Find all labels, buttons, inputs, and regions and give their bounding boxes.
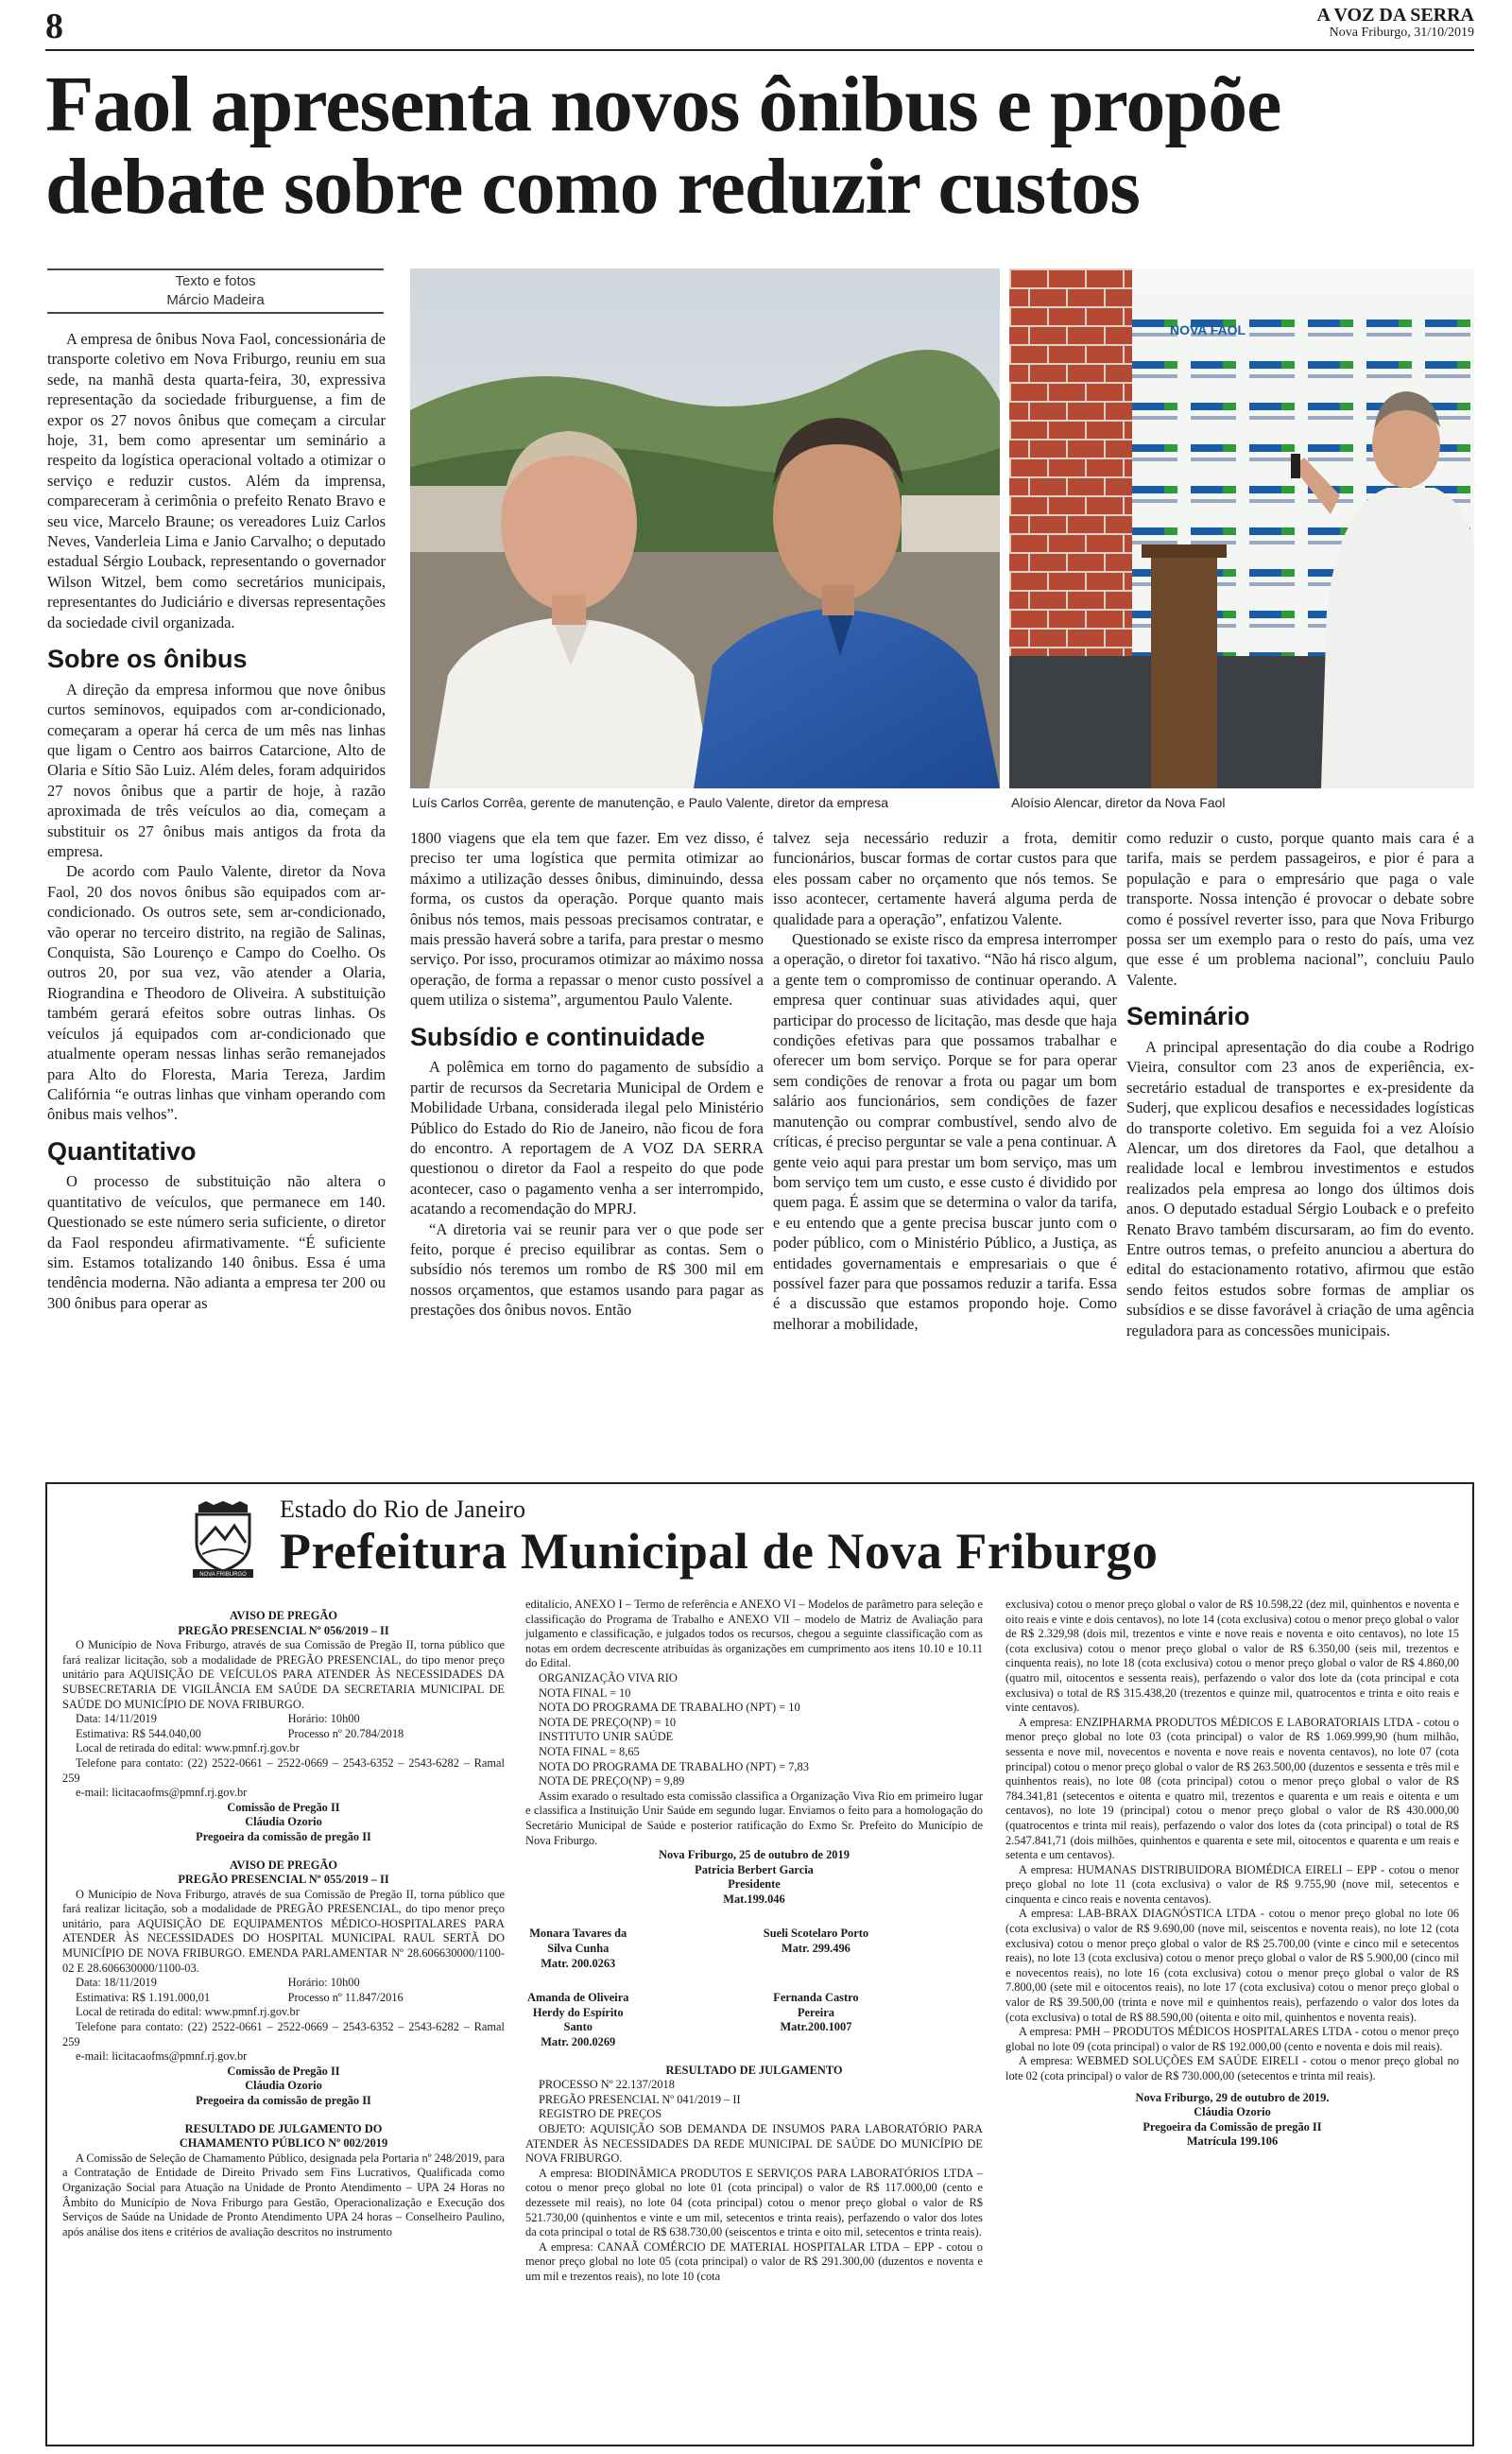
notice-local: Local de retirada do edital: www.pmnf.rj.gov.br (76, 1741, 300, 1755)
notice-title: AVISO DE PREGÃO (229, 1609, 338, 1622)
notice-body: O Município de Nova Friburgo, através de sua Comissão de Pregão II, torna público que fará realizar licitação, sob a modalidade de PREGÃO PRESENCIAL, do tipo menor preço unitário para AQUISIÇÃO DE VEÍCULOS PARA ATENDER ÀS NECESSIDADES DA SUBSECRETARIA DE VIGILÂNCIA EM SAÚDE DA SECRETARIA MUNICIPAL DE SAÚDE DO MUNICÍPIO DE NOVA FRIBURGO. (62, 1638, 505, 1711)
signature-row (525, 1991, 983, 2049)
article-paragraph: Questionado se existe risco da empresa interromper a operação, o diretor foi taxativo. “Não há risco algum, a gente tem o compromisso de continuar operando. A empresa quer continuar suas atividades aqui, quer participar do processo de licitação, mas desde que haja condições efetivas para que possamos trabalhar e oferecer um bom serviço. Porque se for para operar sem condições de renovar a frota ou pagar um bom salário aos funcionários, sem condições de fazer manutenção ou comprar combustível, sendo alvo de críticas, é preciso perguntar se vale a pena continuar. A gente veio aqui para prestar um bom serviço, mas um bom serviço tem um custo, e esse custo é dividido por quem paga. É assim que se determina o valor da tarifa, e eu entendo que a gente precisa buscar junto com o poder público, com o Ministério Público, a Justiça, as entidades governamentais e empresariais o que é possível fazer para que possamos reduzir a tarifa. Essa é a discussão que estamos propondo hoje. Como melhorar a mobilidade, (773, 930, 1117, 1333)
legal-column-1 (62, 1609, 505, 2239)
article-paragraph: A principal apresentação do dia coube a Rodrigo Vieira, consultor com 23 anos de experiência, ex-secretário estadual de transportes e ex-presidente da Suderj, que explicou desafios e necessidades logísticas do transporte coletivo. Em seguida foi a vez Aloísio Alencar, um dos diretores da Faol, que detalhou a realidade local e lembrou investimentos e estudos realizados pela empresa ao longo dos últimos dois anos. O deputado estadual Sérgio Louback e o prefeito Renato Bravo também discursaram, ao fim do evento. Entre outros temas, o prefeito anunciou a abertura do edital do estacionamento rotativo, afirmou que estão sendo feitos estudos sobre formas de ampliar os subsídios e se disse favorável à criação de uma agência reguladora para as concessões municipais. (1126, 1037, 1474, 1339)
photo-caption: Luís Carlos Corrêa, gerente de manutenção, e Paulo Valente, diretor da empresa (412, 795, 889, 810)
legal-column-2 (525, 1598, 983, 2285)
notice-local: Local de retirada do edital: www.pmnf.rj.gov.br (76, 2005, 300, 2019)
signature-line: Cláudia Ozorio (245, 2079, 322, 2093)
newspaper-name: A VOZ DA SERRA (1316, 5, 1474, 26)
notice-estimate: Estimativa: R$ 1.191.000,01 (76, 1990, 211, 2004)
photo-speaker-image (1009, 268, 1474, 788)
notice-body: Assim exarado o resultado esta comissão classifica a Organização Viva Rio em primeiro lugar e classifica a Instituição Unir Saúde em segundo lugar. Enviamos o feito para a homologação do Secretário Municipal de Saúde e posterior ratificação do Exmo Sr. Prefeito do Município de Nova Friburgo. (525, 1789, 983, 1847)
notice-body: editalício, ANEXO I – Termo de referência e ANEXO VI – Modelos de parâmetro para seleção e classificação do Programa de Trabalho e ANEXO VII – modelo de Matriz de Avaliação para julgamento e classificação, e julgados todos os recursos, chegou a seguinte classificação com as notas em ordem decrescente atribuídas às organizações em cumprimento aos itens 10.10 e 10.11 do Edital. (525, 1598, 983, 1670)
notice-date-row (62, 1712, 505, 1727)
signature-line: Pregoeira da comissão de pregão II (196, 2094, 371, 2107)
signature-name: Fernanda Castro Pereira (773, 1991, 859, 2019)
ranking-line: NOTA DO PROGRAMA DE TRABALHO (NPT) = 10 (539, 1701, 800, 1715)
edition-date: Nova Friburgo, 31/10/2019 (1329, 26, 1474, 40)
notice-estimate: Estimativa: R$ 544.040,00 (76, 1726, 201, 1740)
ranking-line: NOTA DE PREÇO(NP) = 10 (539, 1715, 677, 1729)
article-column-1 (47, 329, 386, 1313)
header-rule (45, 49, 1474, 51)
article-paragraph: talvez seja necessário reduzir a frota, demitir funcionários, buscar formas de cortar custos para que eles possam caber no orçamento que nós temos. Se isso acontecer, certamente haverá alguma perda de qualidade para a operação”, enfatizou Valente. (773, 829, 1117, 928)
signature-id: Matr. 299.496 (782, 1942, 850, 1956)
notice-subtitle: PREGÃO PRESENCIAL Nº 056/2019 – II (178, 1623, 389, 1637)
notice-title: RESULTADO DE JULGAMENTO DO (184, 2121, 383, 2135)
company-result: exclusiva) cotou o menor preço global o valor de R$ 10.598,22 (dez mil, quinhentos e noventa e oito reais e vinte e dois centavos), no lote 14 (cota exclusiva) cotou o menor preço global o valor de R$ 2.329,98 (dois mil, trezentos e vinte e nove reais e noventa e oito centavos), no lote 15 (cota exclusiva) cotou o menor preço global o valor de R$ 6.350,00 (seis mil, trezentos e cinquenta reais), no lote 18 (cota exclusiva) cotou o menor preço global o valor de R$ 4.860,00 (quatro mil, oitocentos e sessenta reais), perfazendo o valor dos lote da (cota principal e cota exclusiva) o total de R$ 315.438,20 (trezentos e quinze mil, quatrocentos e trinta e oito reais e vinte centavos). (1005, 1598, 1459, 1715)
section-heading: Quantitativo (47, 1136, 197, 1166)
notice-date: Data: 14/11/2019 (76, 1712, 157, 1726)
company-result: A empresa: WEBMED SOLUÇÕES EM SAÚDE EIRELI - cotou o menor preço global no lote 02 (cota principal) o valor de R$ 730.000,00 (setecentos e trinta mil reais). (1005, 2054, 1459, 2082)
notice-email: e-mail: licitacaofms@pmnf.rj.gov.br (76, 2049, 248, 2064)
notice-line: PROCESSO Nº 22.137/2018 (539, 2078, 675, 2092)
article-paragraph: A empresa de ônibus Nova Faol, concessionária de transporte coletivo em Nova Friburgo, reuniu em sua sede, na manhã desta quarta-feira, 30, expressiva representação da sociedade friburguense, a fim de expor os 27 novos ônibus que começam a circular hoje, 31, bem como apresentar um seminário a respeito da logística operacional voltado a otimizar o serviço e reduzir custos. Além da imprensa, compareceram à cerimônia o prefeito Renato Bravo e seu vice, Marcelo Braune; os vereadores Luiz Carlos Neves, Vanderleia Lima e Janio Carvalho; o deputado estadual Sérgio Louback, representando o governador Wilson Witzel, bem como secretários municipais, representantes do Judiciário e diversas representações da sociedade civil organizada. (47, 330, 386, 631)
crest-graphic (189, 1499, 257, 1579)
article-column-2 (410, 828, 764, 1321)
notice-date-row (62, 1976, 505, 1991)
article-paragraph: 1800 viagens que ela tem que fazer. Em vez disso, é preciso ter uma logística que permita otimizar ao máximo a utilização desses ônibus, diminuindo, dessa forma, os custos da operação. Porque quanto mais ônibus nós temos, mais pessoas precisamos contratar, e mais pressão haverá sobre a tarifa, para prestar o mesmo serviço. Por isso, procuramos otimizar ao máximo nossa operação, de forma a repassar o menor custo possível a quem utiliza o sistema”, argumentou Paulo Valente. (410, 829, 764, 1010)
ranking-line: NOTA DO PROGRAMA DE TRABALHO (NPT) = 7,83 (539, 1759, 809, 1773)
city-crest-icon (189, 1499, 257, 1579)
notice-email: e-mail: licitacaofms@pmnf.rj.gov.br (76, 1786, 248, 1800)
article-paragraph: como reduzir o custo, porque quanto mais cara é a tarifa, mais se perdem passageiros, e pior é para a população e para o empresário que paga o vale transporte. Nossa intenção é provocar o debate sobre como é possível reverter isso, para que Nova Friburgo possa ser um exemplo para o resto do país, uma vez que esse é um problema nacional”, concluiu Paulo Valente. (1126, 829, 1474, 989)
masthead (1317, 6, 1475, 40)
byline-label: Texto e fotos (175, 273, 256, 289)
notice-date: Nova Friburgo, 29 de outubro de 2019. (1135, 2090, 1330, 2104)
section-heading: Subsídio e continuidade (410, 1022, 706, 1051)
signature-name: Monara Tavares da Silva Cunha (529, 1927, 627, 1956)
photo-two-men (410, 268, 1000, 788)
notice-date: Data: 18/11/2019 (76, 1976, 157, 1990)
notice-time: Horário: 10h00 (287, 1712, 360, 1726)
article-paragraph: O processo de substituição não altera o quantitativo de veículos, que permanece em 140. Questionado se este número seria suficiente, o diretor da Faol respondeu afirmativamente. “É suficiente sim. Estamos totalizando 140 ônibus. Essa é uma tendência moderna. Não adianta a empresa ter 200 ou 300 ônibus para operar as (47, 1172, 386, 1312)
notice-title: AVISO DE PREGÃO (229, 1858, 338, 1872)
notice-date: Nova Friburgo, 25 de outubro de 2019 (659, 1848, 850, 1862)
notice-process: Processo nº 11.847/2016 (287, 1990, 404, 2004)
signature-block (764, 1927, 983, 1971)
signature-line: Pregoeira da comissão de pregão II (196, 1829, 371, 1843)
photo-two-men-image (410, 268, 1000, 788)
signature-line: Cláudia Ozorio (245, 1815, 322, 1829)
signature-id: Matr.200.1007 (780, 2020, 852, 2034)
crest-ribbon-text: NOVA FRIBURGO (199, 1572, 247, 1578)
ranking-line: NOTA DE PREÇO(NP) = 9,89 (539, 1774, 685, 1789)
signature-name: Patricia Berbert Garcia (695, 1862, 814, 1876)
section-heading: Seminário (1126, 1002, 1250, 1031)
photo-caption: Aloísio Alencar, diretor da Nova Faol (1011, 795, 1226, 810)
ranking-line: INSTITUTO UNIR SAÚDE (539, 1730, 674, 1744)
signature-role: Presidente (728, 1877, 781, 1892)
signature-id: Matrícula 199.106 (1186, 2134, 1279, 2149)
article-column-4 (1126, 828, 1474, 1340)
notice-title: RESULTADO DE JULGAMENTO (665, 2063, 843, 2077)
article-paragraph: “A diretoria vai se reunir para ver o que pode ser feito, porque é preciso equilibrar as contas. Sem o subsídio nós teremos um rombo de R$ 300 mil em nossos orçamentos, que estamos usando para pagar as prestações dos ônibus novos. Então (410, 1219, 764, 1320)
notice-object: OBJETO: AQUISIÇÃO SOB DEMANDA DE INSUMOS PARA LABORATÓRIO PARA ATENDER ÀS NECESSIDADES DA REDE MUNICIPAL DE SAÚDE DO MUNICÍPIO DE NOVA FRIBURGO. (525, 2122, 983, 2166)
state-name: Estado do Rio de Janeiro (280, 1495, 525, 1523)
headline: Faol apresenta novos ônibus e propõe debate sobre como reduzir custos (45, 60, 1281, 231)
company-result: A empresa: LAB-BRAX DIAGNÓSTICA LTDA - cotou o menor preço global no lote 06 (cota exclusiva) o valor de R$ 9.690,00 (nove mil, seiscentos e noventa reais), no lote 12 (cota exclusiva) cotou o menor preço global o valor de R$ 25.700,00 (vinte e cinco mil e setecentos reais), no lote 13 (cota exclusiva) cotou o menor preço global o valor de R$ 5.900,00 (cinco mil e novecentos reais), no lote 16 (cota exclusiva) cotou o menor preço global o valor de R$ 7.800,00 (sete mil e oitocentos reais), no lote 17 (cota exclusiva) cotou o menor preço global o valor de R$ 39.500,00 (trinta e nove mil e quinhentos reais), perfazendo o valor dos lotes da (cota exclusiva) o total de R$ 88.590,00 (oitenta e oito mil, quinhentos e noventa reais). (1005, 1907, 1459, 2024)
notice-line: REGISTRO DE PREÇOS (539, 2107, 662, 2121)
notice-line: PREGÃO PRESENCIAL Nº 041/2019 – II (539, 2092, 741, 2106)
company-result: A empresa: CANAÃ COMÉRCIO DE MATERIAL HOSPITALAR LTDA – EPP - cotou o menor preço global no lote 05 (cota principal) o valor de R$ 291.300,00 (duzentos e noventa e um mil e trezentos reais), no lote 10 (cota (525, 2239, 983, 2283)
notice-process: Processo nº 20.784/2018 (287, 1726, 404, 1740)
company-result: A empresa: HUMANAS DISTRIBUIDORA BIOMÉDICA EIRELI – EPP - cotou o menor preço global no lote 11 (cota exclusiva) o valor de R$ 9.755,90 (nove mil, setecentos e cinquenta e cinco reais e noventa centavos). (1005, 1862, 1459, 1906)
notice-time: Horário: 10h00 (287, 1976, 360, 1990)
notice-subtitle: PREGÃO PRESENCIAL Nº 055/2019 – II (178, 1873, 389, 1887)
signature-id: Matr. 200.0263 (541, 1956, 616, 1970)
photo-speaker (1009, 268, 1474, 788)
signature-name: Sueli Scotelaro Porto (763, 1927, 869, 1941)
signature-row (525, 1927, 983, 1971)
notice-body: O Município de Nova Friburgo, através de sua Comissão de Pregão II, torna público que fará realizar licitação, sob a modalidade de PREGÃO PRESENCIAL, do tipo menor preço unitário, para AQUISIÇÃO DE EQUIPAMENTOS MÉDICO-HOSPITALARES PARA ATENDER ÀS NECESSIDADES DO HOSPITAL MUNICIPAL RAUL SERTÃ DO MUNICÍPIO DE NOVA FRIBURGO. EMENDA PARLAMENTAR Nº 28.606630000/1100-02 E 28.606630000/1100-03. (62, 1887, 505, 1975)
signature-name: Cláudia Ozorio (1194, 2105, 1271, 2119)
notice-phone: Telefone para contato: (22) 2522-0661 – 2522-0669 – 2543-6352 – 2543-6282 – Ramal 259 (62, 2020, 505, 2048)
notice-subtitle: CHAMAMENTO PÚBLICO Nº 002/2019 (179, 2136, 388, 2151)
signature-line: Comissão de Pregão II (227, 1800, 340, 1814)
signature-block (764, 1991, 983, 2049)
notice-estimate-row (62, 1991, 505, 2006)
article-paragraph: A direção da empresa informou que nove ônibus curtos seminovos, equipados com ar-condicionado, começaram a operar há cerca de um mês nas linhas que ligam o Centro aos bairros Catarcione, Alto de Olaria e Sítio São Luiz. Além deles, foram adquiridos 27 novos ônibus que a partir de hoje, à razão aproximada de três veículos ao dia, começam a substituir os 27 ônibus mais antigos da frota da empresa. (47, 680, 386, 861)
article-paragraph: De acordo com Paulo Valente, diretor da Nova Faol, 20 dos novos ônibus são equipados com ar-condicionado. Os outros sete, sem ar-condicionado, vão operar no terceiro distrito, na região de Salinas, Conquista, São Lourenço e Campo do Coelho. Os outros 20, por sua vez, vão atender a Olaria, Riograndina e Theodoro de Oliveira. A substituição também gerará efeitos sobre outras linhas. Os veículos já equipados com ar-condicionado que atualmente operam nessas linhas serão remanejados para Alto do Floresta, Maria Tereza, Jardim Califórnia “e outras linhas que vinham operando com ônibus mais velhos”. (47, 862, 386, 1124)
section-heading: Sobre os ônibus (47, 645, 248, 674)
ranking-line: NOTA FINAL = 10 (539, 1685, 631, 1700)
signature-role: Pregoeira da Comissão de pregão II (1143, 2119, 1322, 2134)
legal-column-3 (1005, 1598, 1459, 2150)
banner-logo: NOVA FAOL (1170, 322, 1246, 337)
article-column-3 (773, 828, 1117, 1334)
page-number: 8 (45, 7, 63, 46)
signature-name: Amanda de Oliveira Herdy do Espírito Santo (527, 1991, 629, 2034)
signature-block (525, 1927, 745, 1971)
byline (47, 268, 384, 314)
prefecture-title: Prefeitura Municipal de Nova Friburgo (280, 1523, 1159, 1580)
signature-block (525, 1991, 745, 2049)
ranking-line: NOTA FINAL = 8,65 (539, 1744, 640, 1758)
notice-body: A Comissão de Seleção de Chamamento Público, designada pela Portaria nº 248/2019, para a Contratação de Entidade de Direito Privado sem Fins Lucrativos, Qualificada como Organização Social para Atuação na Unidade de Pronto Atendimento – UPA 24 Horas no Âmbito do Município de Nova Friburgo para Gestão, Operacionalização e Execução dos Serviços de Saúde na Unidade de Pronto Atendimento UPA 24 horas – Conselheiro Paulino, após análise dos itens e critérios de avaliação descritos no instrumento (62, 2151, 505, 2238)
signature-id: Mat.199.046 (723, 1892, 785, 1906)
signature-line: Comissão de Pregão II (227, 2064, 340, 2078)
notice-phone: Telefone para contato: (22) 2522-0661 – 2522-0669 – 2543-6352 – 2543-6282 – Ramal 259 (62, 1755, 505, 1785)
ranking-line: ORGANIZAÇÃO VIVA RIO (539, 1670, 678, 1685)
company-result: A empresa: ENZIPHARMA PRODUTOS MÉDICOS E LABORATORIAIS LTDA - cotou o menor preço global no lote 03 (cota principal) o valor de R$ 1.069.999,90 (hum milhão, sessenta e nove mil, novecentos e noventa e nove reais e noventa centavos), no lote 07 (cota principal) cotou o menor preço global o valor de R$ 263.500,00 (duzentos e sessenta e três mil e quinhentos reais), no lote 08 (cota principal) cotou o menor preço global o valor de R$ 784.341,81 (setecentos e oitenta e quatro mil, trezentos e quarenta e um reais e oitenta e um centavos), no lote 19 (principal) cotou o menor preço global o valor de R$ 430.000,00 (quatrocentos e trinta mil reais), perfazendo o valor dos lotes da (cota principal) o total de R$ 2.547.841,71 (dois milhões, quinhentos e quarenta e sete mil, oitocentos e quarenta e um reais e setenta e um centavos). (1005, 1715, 1459, 1862)
signature-id: Matr. 200.0269 (541, 2035, 616, 2049)
article-paragraph: A polêmica em torno do pagamento de subsídio a partir de recursos da Secretaria Municipal de Ordem e Mobilidade Urbana, considerada ilegal pelo Ministério Público do Estado do Rio de Janeiro, não ficou de fora do encontro. A reportagem de A VOZ DA SERRA questionou o diretor da Faol a respeito do que pode acontecer, caso o pagamento venha a ser interrompido, acatando a recomendação do MPRJ. (410, 1058, 764, 1218)
company-result: A empresa: BIODINÂMICA PRODUTOS E SERVIÇOS PARA LABORATÓRIOS LTDA – cotou o menor preço global no lote 01 (cota principal) o valor de R$ 117.000,00 (cento e dezessete mil reais), no lote 04 (cota principal) cotou o menor preço global o valor de R$ 521.730,00 (quinhentos e vinte e um mil, setecentos e trinta reais), perfazendo o valor dos lotes da cota principal o total de R$ 638.730,00 (seiscentos e trinta e oito mil, setecentos e trinta reais). (525, 2166, 983, 2239)
notice-estimate-row (62, 1727, 505, 1742)
byline-author: Márcio Madeira (166, 292, 265, 308)
company-result: A empresa: PMH – PRODUTOS MÉDICOS HOSPITALARES LTDA - cotou o menor preço global no lote 09 (cota principal) o valor de R$ 192.000,00 (cento e noventa e dois mil reais). (1005, 2025, 1459, 2053)
